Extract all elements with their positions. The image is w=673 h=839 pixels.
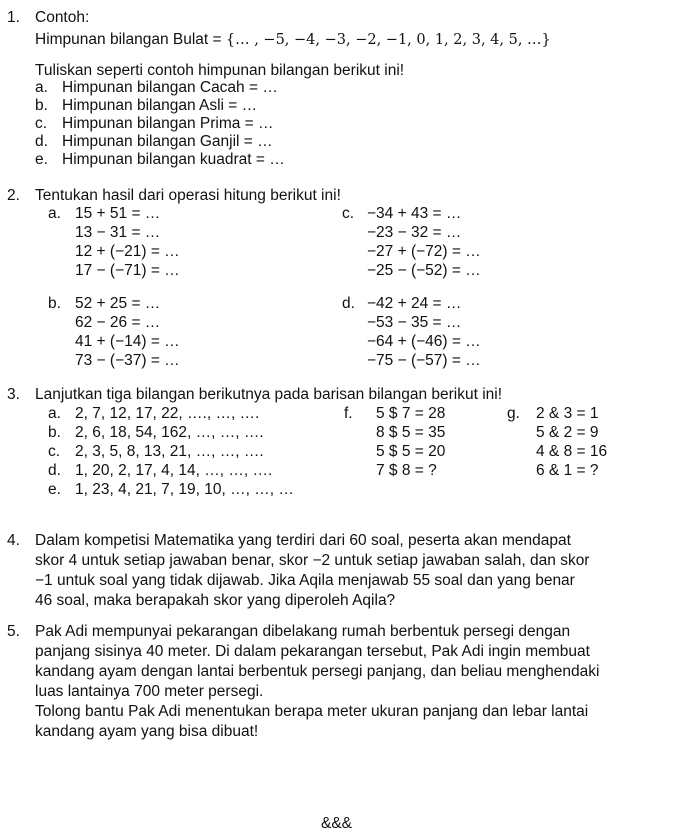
footer-mark: &&& bbox=[320, 815, 352, 832]
q2-a-letter: a. bbox=[48, 205, 61, 222]
q4-number: 4. bbox=[7, 532, 20, 549]
q3-g-line-1: 2 & 3 = 1 bbox=[536, 405, 599, 422]
q1-example bbox=[35, 31, 551, 49]
q5-number: 5. bbox=[7, 623, 20, 640]
q5-line-4: luas lantainya 700 meter persegi. bbox=[35, 683, 264, 700]
q1-example-label: Himpunan bilangan Bulat = bbox=[35, 31, 222, 48]
q1-number: 1. bbox=[7, 9, 20, 26]
q2-d-line-4: −75 − (−57) = … bbox=[367, 352, 481, 369]
q3-g-letter: g. bbox=[507, 405, 520, 422]
q3-item-e-letter: e. bbox=[48, 481, 61, 498]
q2-c-line-2: −23 − 32 = … bbox=[367, 224, 462, 241]
q2-b-letter: b. bbox=[48, 295, 61, 312]
q1-item-c-text: Himpunan bilangan Prima = … bbox=[62, 115, 274, 132]
q2-a-line-2: 13 − 31 = … bbox=[75, 224, 161, 241]
q1-title: Contoh: bbox=[35, 9, 90, 26]
q4-line-3: −1 untuk soal yang tidak dijawab. Jika Aqila menjawab 55 soal dan yang benar bbox=[35, 572, 575, 589]
q4-line-4: 46 soal, maka berapakah skor yang diperoleh Aqila? bbox=[35, 592, 396, 609]
q1-item-e-text: Himpunan bilangan kuadrat = … bbox=[62, 151, 285, 168]
q1-item-b-text: Himpunan bilangan Asli = … bbox=[62, 97, 258, 114]
q3-item-d-text: 1, 20, 2, 17, 4, 14, …, …, …. bbox=[75, 462, 273, 479]
q1-item-d-text: Himpunan bilangan Ganjil = … bbox=[62, 133, 273, 150]
q3-item-b-text: 2, 6, 18, 54, 162, …, …, …. bbox=[75, 424, 264, 441]
q2-b-line-1: 52 + 25 = … bbox=[75, 295, 161, 312]
q1-item-b-letter: b. bbox=[35, 97, 48, 114]
q5-line-2: panjang sisinya 40 meter. Di dalam pekarangan tersebut, Pak Adi ingin membuat bbox=[35, 643, 590, 660]
q3-f-letter: f. bbox=[344, 405, 353, 422]
q1-item-d-letter: d. bbox=[35, 133, 48, 150]
q2-title: Tentukan hasil dari operasi hitung berikut ini! bbox=[35, 187, 341, 204]
q3-item-c-letter: c. bbox=[48, 443, 61, 460]
q2-b-line-4: 73 − (−37) = … bbox=[75, 352, 180, 369]
q2-c-line-3: −27 + (−72) = … bbox=[367, 243, 481, 260]
q2-c-line-4: −25 − (−52) = … bbox=[367, 262, 481, 279]
q3-g-line-4: 6 & 1 = ? bbox=[536, 462, 599, 479]
q2-b-line-3: 41 + (−14) = … bbox=[75, 333, 180, 350]
q3-f-line-1: 5 $ 7 = 28 bbox=[376, 405, 446, 422]
q5-line-1: Pak Adi mempunyai pekarangan dibelakang rumah berbentuk persegi dengan bbox=[35, 623, 571, 640]
q4-paragraph bbox=[35, 531, 640, 611]
q5-line-3: kandang ayam dengan lantai berbentuk persegi panjang, dan beliau menghendaki bbox=[35, 663, 600, 680]
q1-item-e-letter: e. bbox=[35, 151, 48, 168]
q1-example-set: {… , −5, −4, −3, −2, −1, 0, 1, 2, 3, 4, 5, …} bbox=[225, 32, 551, 48]
q1-item-a-letter: a. bbox=[35, 79, 48, 96]
q2-b-line-2: 62 − 26 = … bbox=[75, 314, 161, 331]
q3-item-a-text: 2, 7, 12, 17, 22, …., …, …. bbox=[75, 405, 260, 422]
q2-d-letter: d. bbox=[342, 295, 355, 312]
q2-a-line-3: 12 + (−21) = … bbox=[75, 243, 180, 260]
q2-a-line-1: 15 + 51 = … bbox=[75, 205, 161, 222]
q5-paragraph bbox=[35, 622, 640, 742]
q1-item-c-letter: c. bbox=[35, 115, 48, 132]
q2-a-line-4: 17 − (−71) = … bbox=[75, 262, 180, 279]
q3-item-b-letter: b. bbox=[48, 424, 61, 441]
q5-line-5: Tolong bantu Pak Adi menentukan berapa meter ukuran panjang dan lebar lantai bbox=[35, 703, 589, 720]
q3-f-line-4: 7 $ 8 = ? bbox=[376, 462, 437, 479]
q3-item-c-text: 2, 3, 5, 8, 13, 21, …, …, …. bbox=[75, 443, 264, 460]
q3-f-line-2: 8 $ 5 = 35 bbox=[376, 424, 446, 441]
q3-item-a-letter: a. bbox=[48, 405, 61, 422]
q4-line-1: Dalam kompetisi Matematika yang terdiri dari 60 soal, peserta akan mendapat bbox=[35, 532, 571, 549]
q1-item-a-text: Himpunan bilangan Cacah = … bbox=[62, 79, 278, 96]
q2-d-line-3: −64 + (−46) = … bbox=[367, 333, 481, 350]
q3-title: Lanjutkan tiga bilangan berikutnya pada barisan bilangan berikut ini! bbox=[35, 386, 503, 403]
q5-line-6: kandang ayam yang bisa dibuat! bbox=[35, 723, 259, 740]
q3-g-line-2: 5 & 2 = 9 bbox=[536, 424, 599, 441]
q3-number: 3. bbox=[7, 386, 20, 403]
q2-c-line-1: −34 + 43 = … bbox=[367, 205, 462, 222]
q3-item-e-text: 1, 23, 4, 21, 7, 19, 10, …, …, … bbox=[75, 481, 294, 498]
q2-d-line-1: −42 + 24 = … bbox=[367, 295, 462, 312]
q2-d-line-2: −53 − 35 = … bbox=[367, 314, 462, 331]
q1-instruction: Tuliskan seperti contoh himpunan bilangan berikut ini! bbox=[35, 62, 405, 79]
q2-number: 2. bbox=[7, 187, 20, 204]
q3-g-line-3: 4 & 8 = 16 bbox=[536, 443, 608, 460]
q2-c-letter: c. bbox=[342, 205, 355, 222]
q3-item-d-letter: d. bbox=[48, 462, 61, 479]
q3-f-line-3: 5 $ 5 = 20 bbox=[376, 443, 446, 460]
q4-line-2: skor 4 untuk setiap jawaban benar, skor −2 untuk setiap jawaban salah, dan skor bbox=[35, 552, 590, 569]
